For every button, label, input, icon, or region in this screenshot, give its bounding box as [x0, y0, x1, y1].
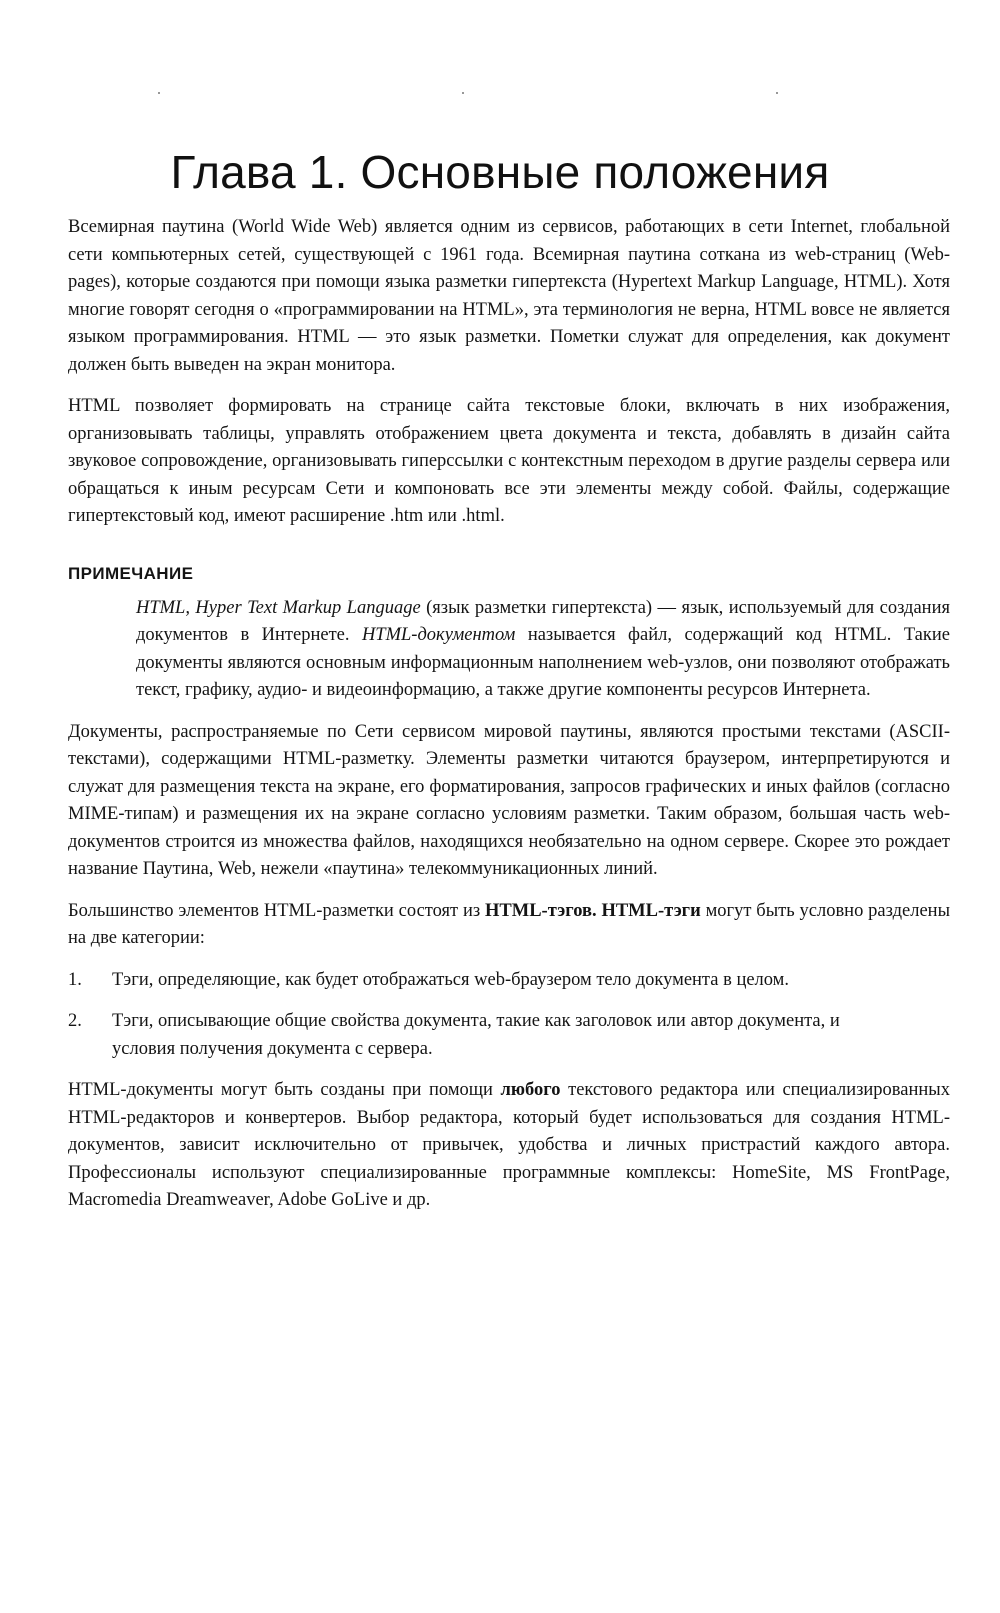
- page-body: [68, 214, 950, 1229]
- editors-emphasis: любого: [500, 1080, 561, 1100]
- list-item-text: Тэги, определяющие, как будет отображаться web-браузером тело документа в целом.: [112, 969, 790, 990]
- paragraph-intro: Всемирная паутина (World Wide Web) является одним из сервисов, работающих в сети Internet, глобальной сети компьютерных сетей, существующей с 1961 года. Всемирная паутина соткана из web-страниц (Web-pages), которые создаются при помощи языка разметки гипертекста (Hypertext Markup Language, HTML). Хотя многие говорят сегодня о «программировании на HTML», эта терминология не верна, HTML вовсе не является языком программирования. HTML — это язык разметки. Пометки служат для определения, как документ должен быть выведен на экран монитора.: [68, 217, 950, 375]
- list-item-number: 1.: [68, 969, 82, 990]
- note-text-2: называется файл, содержащий код HTML. Такие документы являются основным информационным наполнением web-узлов, они позволяют отображать текст, графику, аудио- и видеоинформацию, а также другие компоненты ресурсов Интернета.: [136, 625, 950, 700]
- tags-term-2: HTML-тэги: [601, 900, 701, 921]
- note-term-html-document: HTML-документом: [361, 625, 516, 645]
- scan-speck: [776, 92, 778, 94]
- note-text-1: (язык разметки гипертекста) — язык, используемый для создания документов в Интернете.: [136, 597, 950, 645]
- scan-speck: [462, 92, 464, 94]
- paragraph-documents: Документы, распространяемые по Сети сервисом мировой паутины, являются простыми текстами (ASCII-текстами), содержащими HTML-разметку. Элементы разметки читаются браузером, интерпретируются и служат для размещения текста на экране, его форматирования, запросов графических и иных файлов (согласно MIME-типам) и размещения их на экране согласно условиям разметки. Таким образом, большая часть web-документов строится из множества файлов, находящихся необязательно на одном сервере. Скорее это рождает название Паутина, Web, нежели «паутина» телекоммуникационных линий.: [68, 721, 950, 879]
- list-item: [68, 1008, 907, 1063]
- tags-text-end: могут быть условно разделены на две категории:: [68, 900, 951, 948]
- list-item-text: Тэги, описывающие общие свойства документа, такие как заголовок или автор документа, и условия получения документа с сервера.: [112, 1011, 840, 1059]
- paragraph-html-capabilities: HTML позволяет формировать на странице сайта текстовые блоки, включать в них изображения, организовывать таблицы, управлять отображением цвета документа и текста, добавлять в дизайн сайта звуковое сопровождение, организовывать гиперссылки с контекстным переходом в другие разделы сервера или обращаться к иным ресурсам Сети и компоновать все эти элементы между собой. Файлы, содержащие гипертекстовый код, имеют расширение .htm или .html.: [68, 396, 950, 526]
- paragraph-tags: [68, 898, 950, 953]
- note-body: [136, 595, 950, 705]
- list-item: [68, 967, 907, 995]
- tag-categories-list: [68, 967, 950, 1064]
- scan-speck: [158, 92, 160, 94]
- tags-term-1: HTML-тэгов.: [485, 900, 597, 921]
- note-heading: ПРИМЕЧАНИЕ: [68, 563, 194, 583]
- editors-text-end: текстового редактора или специализированных HTML-редакторов и конвертеров. Выбор редактора, который будет использоваться для создания HTML-документов, зависит исключительно от привычек, удобства и личных пристрастий каждого автора. Профессионалы используют специализированные программные комплексы: HomeSite, MS FrontPage, Macromedia Dreamweaver, Adobe GoLive и др.: [68, 1080, 950, 1210]
- tags-text-start: Большинство элементов HTML-разметки состоят из: [68, 900, 486, 921]
- chapter-title: Глава 1. Основные положения: [170, 146, 830, 198]
- paragraph-editors: [68, 1077, 950, 1215]
- list-item-number: 2.: [68, 1011, 82, 1031]
- note-term-html: HTML, Hyper Text Markup Language: [136, 597, 421, 618]
- editors-text-start: HTML-документы могут быть созданы при помощи: [68, 1080, 501, 1100]
